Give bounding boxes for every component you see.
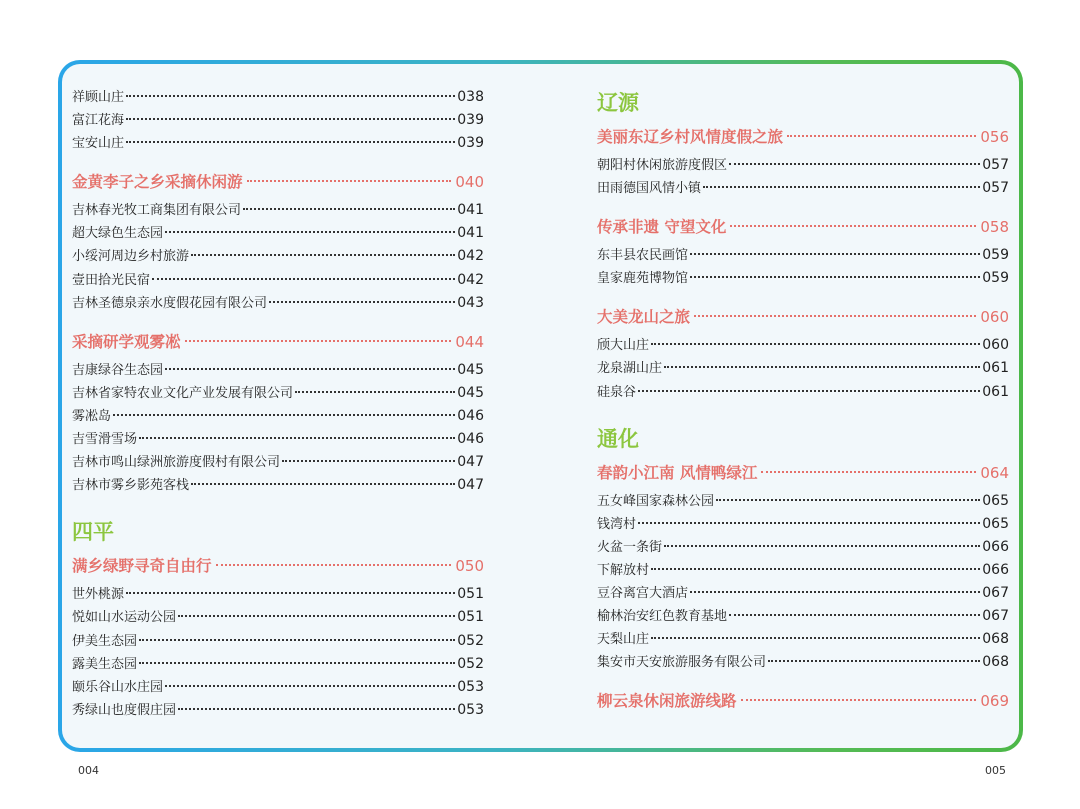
entry-page-number: 057 <box>982 180 1009 197</box>
entry-page-number: 053 <box>457 701 484 718</box>
toc-entry[interactable] <box>597 513 1009 536</box>
entry-title: 吉林圣德泉亲水度假花园有限公司 <box>72 295 268 311</box>
toc-frame <box>58 60 1023 752</box>
entry-title: 颀大山庄 <box>597 338 650 354</box>
toc-entry[interactable] <box>597 267 1009 290</box>
dot-leader <box>178 615 455 617</box>
entry-title: 雾凇岛 <box>72 408 112 424</box>
entry-page-number: 066 <box>982 561 1009 578</box>
dot-leader <box>664 545 980 547</box>
entry-title: 龙泉湖山庄 <box>597 361 663 377</box>
toc-entry[interactable] <box>597 177 1009 200</box>
dot-leader <box>638 522 980 524</box>
page-number-left: 004 <box>78 764 99 777</box>
entry-page-number: 052 <box>457 655 484 672</box>
dot-leader <box>768 660 980 662</box>
entry-page-number: 057 <box>982 157 1009 173</box>
dot-leader <box>216 564 452 566</box>
dot-leader <box>139 437 455 439</box>
entry-page-number: 061 <box>982 360 1009 377</box>
region-heading: 通化 <box>597 426 639 451</box>
dot-leader <box>191 483 455 485</box>
dot-leader <box>126 592 455 594</box>
entry-page-number: 046 <box>457 431 484 448</box>
toc-entry[interactable] <box>72 199 484 222</box>
entry-page-number: 059 <box>982 270 1009 287</box>
entry-title: 吉林春光牧工商集团有限公司 <box>72 203 242 219</box>
entry-title: 伊美生态园 <box>72 633 138 649</box>
entry-title: 超大绿色生态园 <box>72 226 164 242</box>
entry-page-number: 068 <box>982 654 1009 671</box>
toc-entry[interactable] <box>597 628 1009 651</box>
dot-leader <box>165 685 455 687</box>
toc-entry[interactable] <box>597 357 1009 380</box>
toc-entry[interactable] <box>72 583 484 606</box>
section-page-number: 050 <box>455 557 484 576</box>
dot-leader <box>787 135 976 137</box>
entry-page-number: 047 <box>457 454 484 471</box>
dot-leader <box>716 499 980 501</box>
entry-page-number: 046 <box>457 407 484 424</box>
dot-leader <box>741 699 977 701</box>
section-page-number: 058 <box>980 218 1009 237</box>
toc-entry[interactable] <box>72 359 484 382</box>
entry-page-number: 045 <box>457 361 484 378</box>
entry-title: 集安市天安旅游服务有限公司 <box>597 655 767 671</box>
dot-leader <box>126 118 455 120</box>
entry-page-number: 067 <box>982 585 1009 602</box>
dot-leader <box>178 708 455 710</box>
entry-page-number: 039 <box>457 112 484 129</box>
entry-title: 下解放村 <box>597 562 650 578</box>
dot-leader <box>690 276 980 278</box>
dot-leader <box>690 253 980 255</box>
entry-page-number: 066 <box>982 538 1009 555</box>
section-title: 柳云泉休闲旅游线路 <box>597 692 737 711</box>
entry-title: 吉康绿谷生态园 <box>72 362 164 378</box>
dot-leader <box>269 301 455 303</box>
toc-entry[interactable] <box>72 245 484 268</box>
toc-entry[interactable] <box>72 109 484 132</box>
section-title: 满乡绿野寻奇自由行 <box>72 557 212 576</box>
entry-title: 五女峰国家森林公园 <box>597 493 715 509</box>
dot-leader <box>139 639 455 641</box>
dot-leader <box>729 614 980 616</box>
section-heading[interactable] <box>597 688 1009 715</box>
toc-entry[interactable] <box>72 405 484 428</box>
entry-page-number: 042 <box>457 271 484 288</box>
section-title: 金黄李子之乡采摘休闲游 <box>72 173 243 192</box>
section-title: 美丽东辽乡村风情度假之旅 <box>597 128 784 146</box>
entry-title: 颐乐谷山水庄园 <box>72 679 164 695</box>
dot-leader <box>694 315 976 317</box>
toc-entry[interactable] <box>72 699 484 722</box>
dot-leader <box>191 254 455 256</box>
toc-entry[interactable] <box>597 381 1009 404</box>
dot-leader <box>664 366 980 368</box>
dot-leader <box>651 343 980 345</box>
toc-entry[interactable] <box>72 428 484 451</box>
toc-entry[interactable] <box>72 269 484 292</box>
toc-entry[interactable] <box>597 559 1009 582</box>
entry-page-number: 041 <box>457 225 484 242</box>
entry-title: 吉林市鸣山绿洲旅游度假村有限公司 <box>72 455 281 471</box>
toc-right-column <box>597 86 1009 718</box>
entry-title: 祥顾山庄 <box>72 90 125 105</box>
section-page-number: 069 <box>980 692 1009 711</box>
dot-leader <box>651 568 980 570</box>
section-heading[interactable] <box>597 124 1009 151</box>
dot-leader <box>165 368 455 370</box>
toc-entry[interactable] <box>72 474 484 497</box>
entry-title: 钱湾村 <box>597 516 637 532</box>
dot-leader <box>126 141 455 143</box>
toc-entry[interactable] <box>72 382 484 405</box>
toc-entry[interactable] <box>597 536 1009 559</box>
entry-title: 悦如山水运动公园 <box>72 610 177 626</box>
section-heading[interactable] <box>72 169 484 196</box>
dot-leader <box>703 186 980 188</box>
section-page-number: 040 <box>455 173 484 192</box>
dot-leader <box>638 390 980 392</box>
toc-entry[interactable] <box>597 651 1009 674</box>
toc-entry[interactable] <box>72 132 484 155</box>
entry-page-number: 065 <box>982 492 1009 509</box>
entry-title: 榆林治安红色教育基地 <box>597 609 728 625</box>
dot-leader <box>247 180 452 182</box>
toc-left-column <box>72 86 484 722</box>
toc-entry[interactable] <box>597 605 1009 628</box>
entry-title: 露美生态园 <box>72 656 138 672</box>
page-number-right: 005 <box>985 764 1006 777</box>
entry-title: 壹田拾光民宿 <box>72 272 151 288</box>
entry-title: 秀绿山也度假庄园 <box>72 702 177 718</box>
dot-leader <box>761 471 976 473</box>
section-title: 春韵小江南 风情鸭绿江 <box>597 463 758 482</box>
entry-title: 宝安山庄 <box>72 136 125 152</box>
section-heading[interactable] <box>72 329 484 356</box>
section-heading[interactable] <box>72 553 484 580</box>
region-heading: 四平 <box>72 520 114 545</box>
toc-entry[interactable] <box>72 630 484 653</box>
entry-title: 富江花海 <box>72 113 125 129</box>
dot-leader <box>730 225 976 227</box>
toc-entry[interactable] <box>72 451 484 474</box>
dot-leader <box>113 414 455 416</box>
dot-leader <box>729 163 980 165</box>
entry-page-number: 038 <box>457 89 484 105</box>
entry-page-number: 065 <box>982 515 1009 532</box>
dot-leader <box>152 278 455 280</box>
dot-leader <box>139 662 455 664</box>
section-title: 传承非遗 守望文化 <box>597 218 727 237</box>
toc-entry[interactable] <box>72 606 484 629</box>
section-page-number: 064 <box>980 463 1009 482</box>
entry-page-number: 041 <box>457 202 484 219</box>
entry-page-number: 053 <box>457 678 484 695</box>
entry-title: 火盆一条街 <box>597 539 663 555</box>
entry-title: 吉林省家特农业文化产业发展有限公司 <box>72 385 294 401</box>
section-page-number: 060 <box>980 308 1009 327</box>
dot-leader <box>185 340 452 342</box>
entry-title: 吉雪滑雪场 <box>72 432 138 448</box>
dot-leader <box>690 591 980 593</box>
entry-page-number: 051 <box>457 586 484 603</box>
dot-leader <box>651 637 980 639</box>
entry-title: 世外桃源 <box>72 587 125 603</box>
dot-leader <box>165 231 455 233</box>
entry-page-number: 043 <box>457 294 484 311</box>
section-heading[interactable] <box>597 460 1009 487</box>
entry-page-number: 060 <box>982 337 1009 354</box>
toc-entry[interactable] <box>72 653 484 676</box>
section-title: 采摘研学观雾凇 <box>72 332 181 351</box>
entry-title: 天梨山庄 <box>597 632 650 648</box>
toc-entry[interactable] <box>597 334 1009 357</box>
entry-page-number: 067 <box>982 608 1009 625</box>
toc-entry[interactable] <box>72 86 484 109</box>
dot-leader <box>295 391 455 393</box>
entry-title: 吉林市雾乡影苑客栈 <box>72 478 190 494</box>
toc-entry[interactable] <box>597 582 1009 605</box>
entry-title: 田雨德国风情小镇 <box>597 181 702 197</box>
dot-leader <box>282 460 455 462</box>
entry-page-number: 042 <box>457 248 484 265</box>
section-heading[interactable] <box>597 304 1009 331</box>
entry-title: 硅泉谷 <box>597 384 637 400</box>
region-heading: 辽源 <box>597 91 639 115</box>
toc-entry[interactable] <box>597 490 1009 513</box>
section-title: 大美龙山之旅 <box>597 308 691 327</box>
dot-leader <box>243 208 455 210</box>
toc-entry[interactable] <box>72 222 484 245</box>
toc-entry[interactable] <box>597 154 1009 177</box>
entry-title: 豆谷离宫大酒店 <box>597 586 689 602</box>
entry-page-number: 059 <box>982 247 1009 264</box>
entry-page-number: 047 <box>457 477 484 494</box>
entry-page-number: 051 <box>457 609 484 626</box>
section-heading[interactable] <box>597 214 1009 241</box>
entry-page-number: 045 <box>457 384 484 401</box>
section-page-number: 056 <box>980 128 1009 146</box>
entry-page-number: 061 <box>982 383 1009 400</box>
toc-entry[interactable] <box>597 244 1009 267</box>
toc-entry[interactable] <box>72 292 484 315</box>
entry-title: 朝阳村休闲旅游度假区 <box>597 158 728 173</box>
toc-panel <box>62 64 1019 748</box>
dot-leader <box>126 95 455 97</box>
entry-title: 东丰县农民画馆 <box>597 248 689 264</box>
entry-page-number: 052 <box>457 632 484 649</box>
entry-page-number: 039 <box>457 135 484 152</box>
entry-title: 皇家鹿苑博物馆 <box>597 271 689 287</box>
entry-title: 小绥河周边乡村旅游 <box>72 249 190 265</box>
entry-page-number: 068 <box>982 631 1009 648</box>
toc-entry[interactable] <box>72 676 484 699</box>
section-page-number: 044 <box>455 332 484 351</box>
